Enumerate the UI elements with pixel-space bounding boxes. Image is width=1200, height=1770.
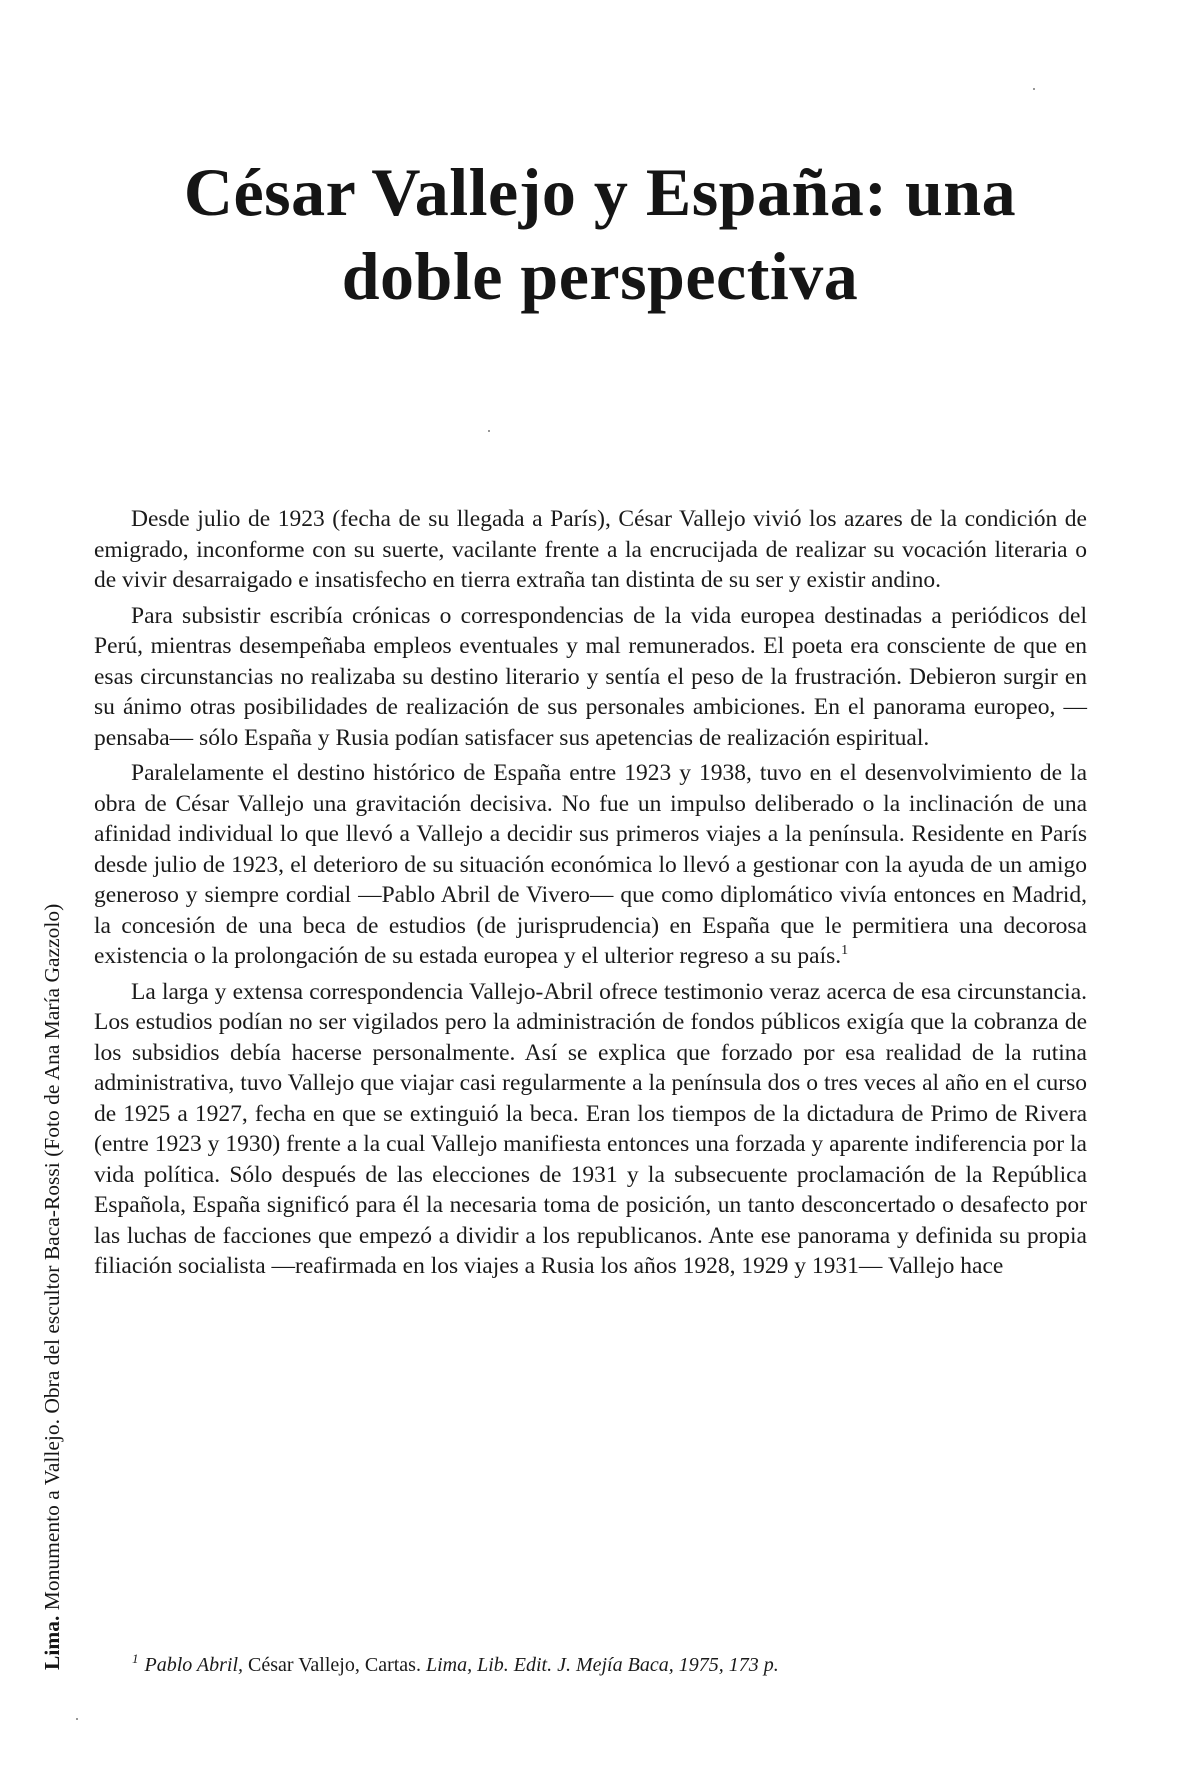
scan-speck (1033, 88, 1035, 90)
title-line-1: César Vallejo y España: una (183, 154, 1017, 230)
paragraph-2: Para subsistir escribía crónicas o correspondencias de la vida europea destinadas a periódicos del Perú, mientras desempeñaba empleos eventuales y mal remunerados. El poeta era consciente de que en esas circunstancias no realizaba su destino literario y sentía el peso de la frustración. Debieron surgir en su ánimo otras posibilidades de realización de sus personales ambiciones. En el panorama europeo, —pensaba— sólo España y Rusia podían satisfacer sus apetencias de realización espiritual. (94, 602, 1087, 751)
paragraph-3 (94, 758, 1087, 972)
title-line-2: doble perspectiva (341, 238, 859, 314)
scan-speck (488, 430, 490, 432)
paragraph-1: Desde julio de 1923 (fecha de su llegada a París), César Vallejo vivió los azares de la condición de emigrado, inconforme con su suerte, vacilante frente a la encrucijada de realizar su vocación literaria o de vivir desarraigado e insatisfecho en tierra extraña tan distinta de su ser y existir andino. (94, 506, 1087, 593)
article-body (94, 504, 1087, 1287)
footnote-mark: 1 (132, 1651, 139, 1667)
footnote-author: Pablo Abril, (144, 1654, 244, 1676)
caption-place: Lima. (40, 1615, 64, 1670)
caption-text: Monumento a Vallejo. Obra del escultor Baca-Rossi (Foto de Ana María Gazzolo) (40, 903, 64, 1611)
article-title (150, 150, 1050, 318)
footnote-work: César Vallejo, Cartas. (248, 1654, 421, 1676)
footnote-publication: Lima, Lib. Edit. J. Mejía Baca, 1975, 173 p. (425, 1654, 779, 1676)
footnote-reference: 1 (841, 943, 849, 959)
photo-caption-vertical (41, 904, 63, 1670)
footnote (132, 1652, 1087, 1678)
paragraph-4: La larga y extensa correspondencia Vallejo-Abril ofrece testimonio veraz acerca de esa circunstancia. Los estudios podían no ser vigilados pero la administración de fondos públicos exigía que la cobranza de los subsidios debía hacerse personalmente. Así se explica que forzado por esa realidad de la rutina administrativa, tuvo Vallejo que viajar casi regularmente a la península dos o tres veces al año en el curso de 1925 a 1927, fecha en que se extinguió la beca. Eran los tiempos de la dictadura de Primo de Rivera (entre 1923 y 1930) frente a la cual Vallejo manifiesta entonces una forzada y aparente indiferencia por la vida política. Sólo después de las elecciones de 1931 y la subsecuente proclamación de la República Española, España significó para él la necesaria toma de posición, un tanto desconcertado o desafecto por las luchas de facciones que empezó a dividir a los republicanos. Ante ese panorama y definida su propia filiación socialista —reafirmada en los viajes a Rusia los años 1928, 1929 y 1931— Vallejo hace (94, 978, 1087, 1279)
paragraph-3-text: Paralelamente el destino histórico de España entre 1923 y 1938, tuvo en el desenvolvimiento de la obra de César Vallejo una gravitación decisiva. No fue un impulso deliberado o la inclinación de una afinidad individual lo que llevó a Vallejo a decidir sus primeros viajes a la península. Residente en París desde julio de 1923, el deterioro de su situación económica lo llevó a gestionar con la ayuda de un amigo generoso y siempre cordial —Pablo Abril de Vivero— que como diplomático vivía entonces en Madrid, la concesión de una beca de estudios (de jurisprudencia) en España que le permitiera una decorosa existencia o la prolongación de su estada europea y el ulterior regreso a su país. (94, 760, 1087, 969)
scan-speck (76, 1718, 78, 1720)
